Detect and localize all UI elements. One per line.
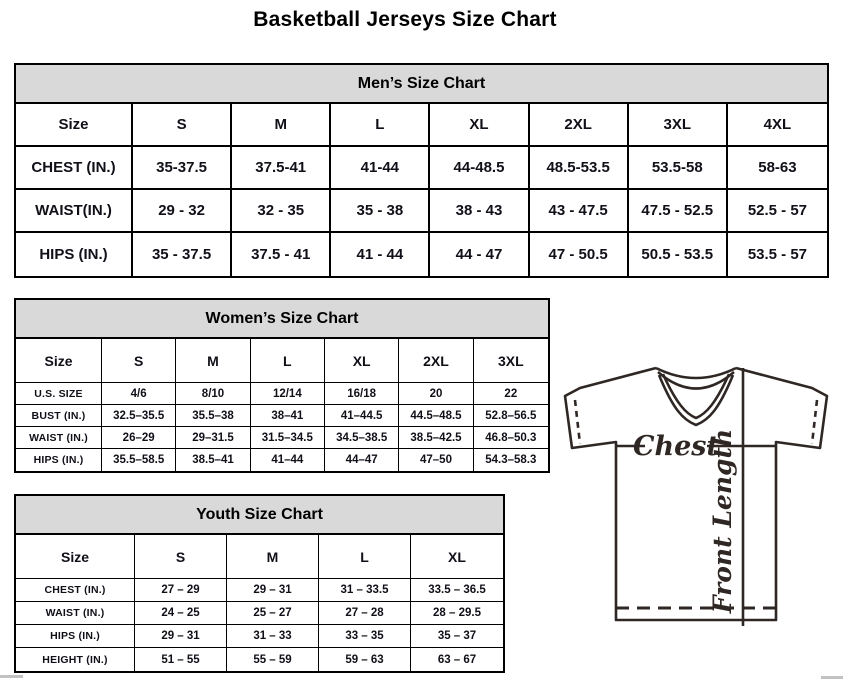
mens-table-title: Men’s Size Chart: [16, 65, 827, 104]
size-value-cell: 33.5 – 36.5: [411, 579, 503, 602]
column-header-cell: 2XL: [530, 104, 629, 147]
size-value-cell: 37.5-41: [232, 147, 331, 190]
youth-table-title: Youth Size Chart: [16, 496, 503, 535]
column-header-cell: XL: [430, 104, 529, 147]
womens-table-grid: [16, 339, 548, 471]
column-header-cell: M: [176, 339, 250, 383]
size-value-cell: 46.8–50.3: [474, 427, 548, 449]
row-label-cell: WAIST (IN.): [16, 427, 102, 449]
table-header-row: [16, 339, 548, 383]
size-value-cell: 41–44.5: [325, 405, 399, 427]
column-header-cell: 4XL: [728, 104, 827, 147]
size-value-cell: 53.5 - 57: [747, 246, 808, 263]
size-value-cell: 38 - 43: [430, 190, 529, 233]
table-row: [16, 147, 827, 190]
table-row: [16, 383, 548, 405]
table-row: [16, 648, 503, 671]
table-header-row: [16, 104, 827, 147]
size-value-cell: 27 – 29: [135, 579, 227, 602]
size-value-cell: 47.5 - 52.5: [629, 190, 728, 233]
scrollbar-fragment-left: [0, 675, 23, 678]
column-header-cell: S: [102, 339, 176, 383]
column-header-cell: Size: [16, 535, 135, 579]
size-value-cell: 29 – 31: [227, 579, 319, 602]
row-label-cell: HEIGHT (IN.): [16, 648, 135, 671]
table-row: [16, 405, 548, 427]
table-row: [16, 427, 548, 449]
youth-table-grid: [16, 535, 503, 671]
size-value-cell: 20: [399, 383, 473, 405]
size-value-cell: 25 – 27: [227, 602, 319, 625]
size-value-cell: 35.5–38: [176, 405, 250, 427]
row-label-cell: CHEST (IN.): [16, 579, 135, 602]
column-header-cell: L: [319, 535, 411, 579]
size-value-cell: 38.5–41: [176, 449, 250, 471]
size-value-cell: 44.5–48.5: [399, 405, 473, 427]
jersey-measurement-diagram: [556, 358, 838, 643]
mens-table-grid: [16, 104, 827, 276]
page-title: Basketball Jerseys Size Chart: [253, 8, 557, 31]
size-value-cell: 31 – 33: [227, 625, 319, 648]
size-value-cell: 41-44: [331, 147, 430, 190]
size-value-cell: 41 - 44: [331, 233, 430, 276]
size-value-cell: 22: [474, 383, 548, 405]
size-value-cell: 41–44: [251, 449, 325, 471]
size-value-cell: 37.5 - 41: [232, 233, 331, 276]
size-value-cell: 27 – 28: [319, 602, 411, 625]
row-label-cell: BUST (IN.): [16, 405, 102, 427]
row-label-cell: HIPS (IN.): [16, 625, 135, 648]
table-row: [16, 579, 503, 602]
size-value-cell: 52.8–56.5: [474, 405, 548, 427]
size-value-cell: 32 - 35: [232, 190, 331, 233]
row-label-cell: U.S. SIZE: [16, 383, 102, 405]
column-header-cell: Size: [16, 339, 102, 383]
size-value-cell: 35 - 38: [331, 190, 430, 233]
column-header-cell: Size: [16, 104, 133, 147]
size-value-cell: 53.5-58: [629, 147, 728, 190]
size-value-cell: 59 – 63: [319, 648, 411, 671]
size-value-cell: 8/10: [176, 383, 250, 405]
size-value-cell: 54.3–58.3: [485, 454, 537, 466]
size-value-cell: 29 – 31: [135, 625, 227, 648]
size-value-cell: 34.5–38.5: [325, 427, 399, 449]
size-value-cell: 26–29: [102, 427, 176, 449]
size-value-cell: 58-63: [728, 147, 827, 190]
size-value-cell: 32.5–35.5: [102, 405, 176, 427]
youth-size-table: [14, 494, 505, 673]
row-label-cell: WAIST (IN.): [16, 602, 135, 625]
front-length-label: Front Length: [708, 428, 737, 614]
jersey-outline-icon: [556, 358, 838, 643]
column-header-cell: XL: [411, 535, 503, 579]
size-value-cell: 51 – 55: [135, 648, 227, 671]
column-header-cell: 3XL: [474, 339, 548, 383]
size-value-cell: 16/18: [325, 383, 399, 405]
size-value-cell: 35 - 37.5: [133, 233, 232, 276]
size-value-cell: 24 – 25: [135, 602, 227, 625]
size-value-cell: 50.5 - 53.5: [629, 233, 728, 276]
size-value-cell: 44–47: [325, 449, 399, 471]
size-value-cell: 63 – 67: [437, 653, 477, 666]
table-row: [16, 449, 548, 471]
column-header-cell: L: [331, 104, 430, 147]
size-value-cell: 31.5–34.5: [251, 427, 325, 449]
size-value-cell: 12/14: [251, 383, 325, 405]
column-header-cell: 3XL: [629, 104, 728, 147]
size-value-cell: 47 - 50.5: [530, 233, 629, 276]
size-value-cell: 33 – 35: [319, 625, 411, 648]
mens-size-table: [14, 63, 829, 278]
womens-size-table: [14, 298, 550, 473]
table-row: [16, 602, 503, 625]
size-value-cell: 4/6: [102, 383, 176, 405]
column-header-cell: 2XL: [399, 339, 473, 383]
size-value-cell: 29 - 32: [133, 190, 232, 233]
size-value-cell: 44 - 47: [430, 233, 529, 276]
row-label-cell: CHEST (IN.): [16, 147, 133, 190]
size-value-cell: 28 – 29.5: [411, 602, 503, 625]
size-value-cell: 47–50: [399, 449, 473, 471]
row-label-cell: HIPS (IN.): [16, 449, 102, 471]
column-header-cell: S: [133, 104, 232, 147]
row-label-cell: HIPS (IN.): [16, 233, 133, 276]
size-value-cell: 31 – 33.5: [319, 579, 411, 602]
womens-table-title: Women’s Size Chart: [16, 300, 548, 339]
column-header-cell: M: [227, 535, 319, 579]
size-value-cell: 35 – 37: [411, 625, 503, 648]
size-value-cell: 43 - 47.5: [530, 190, 629, 233]
column-header-cell: M: [232, 104, 331, 147]
size-value-cell: 55 – 59: [227, 648, 319, 671]
size-value-cell: 35.5–58.5: [102, 449, 176, 471]
size-value-cell: 38.5–42.5: [399, 427, 473, 449]
column-header-cell: XL: [325, 339, 399, 383]
table-row: [16, 190, 827, 233]
table-header-row: [16, 535, 503, 579]
column-header-cell: L: [251, 339, 325, 383]
column-header-cell: S: [135, 535, 227, 579]
size-value-cell: 35-37.5: [133, 147, 232, 190]
size-value-cell: 38–41: [251, 405, 325, 427]
row-label-cell: WAIST(IN.): [16, 190, 133, 233]
size-value-cell: 52.5 - 57: [728, 190, 827, 233]
size-value-cell: 48.5-53.5: [530, 147, 629, 190]
table-row: [16, 625, 503, 648]
size-value-cell: 29–31.5: [176, 427, 250, 449]
size-value-cell: 44-48.5: [430, 147, 529, 190]
chest-label: Chest: [633, 431, 719, 462]
table-row: [16, 233, 827, 276]
